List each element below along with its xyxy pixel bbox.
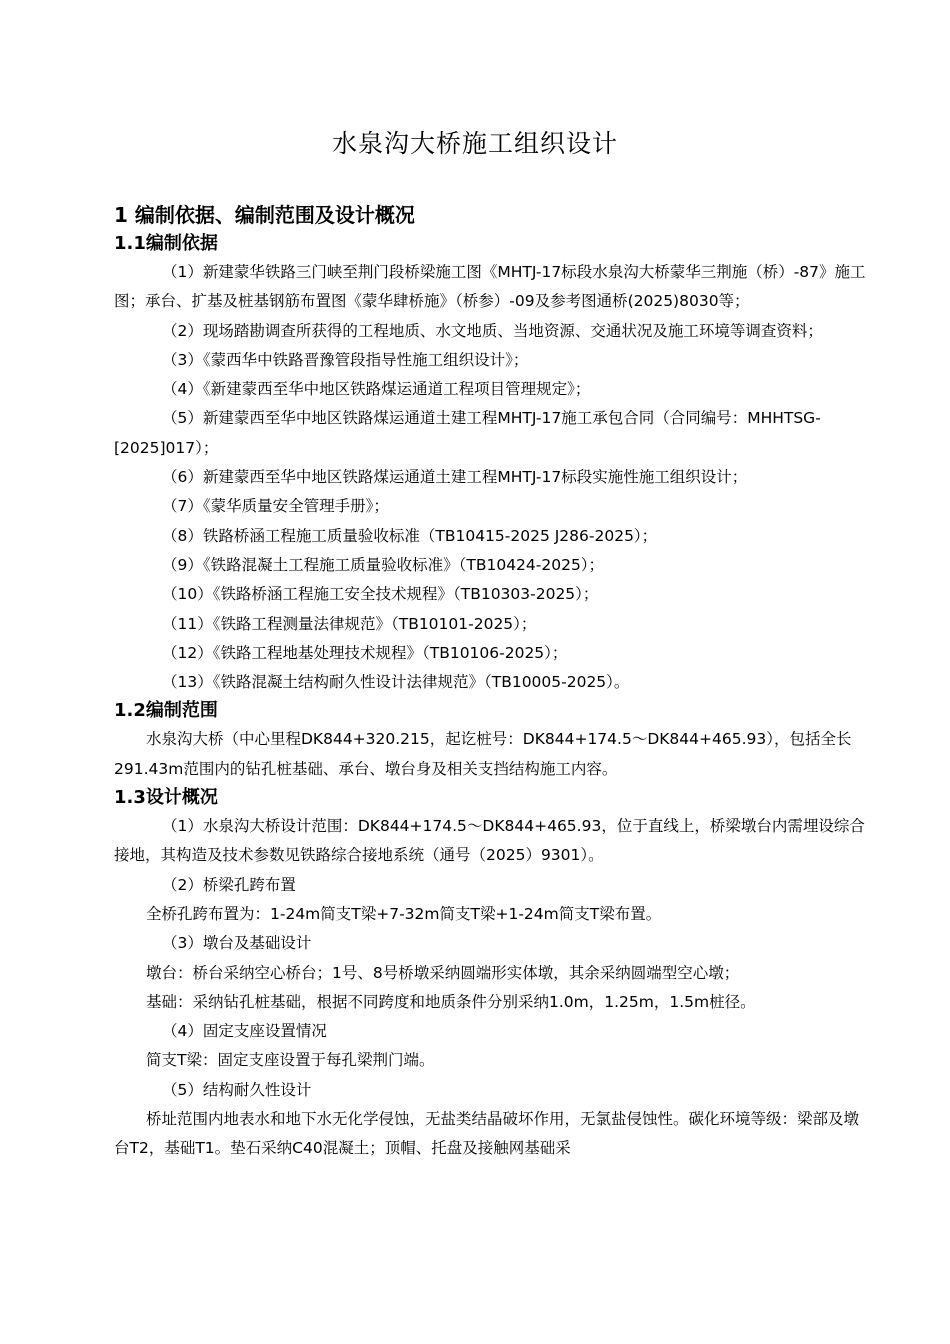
scope-paragraph: 水泉沟大桥（中心里程DK844+320.215，起讫桩号：DK844+174.5～DK844+465.93），包括全长291.43m范围内的钻孔桩基础、承台、墩台身及相关支挡结构施工内容。 — [114, 730, 852, 778]
basis-item: （7）《蒙华质量安全管理手册》； — [162, 497, 389, 516]
basis-item: （6）新建蒙西至华中地区铁路煤运通道土建工程MHTJ-17标段实施性施工组织设计； — [162, 468, 748, 487]
basis-item: （5）新建蒙西至华中地区铁路煤运通道土建工程MHTJ-17施工承包合同（合同编号：MHHTSG-[2025]017）； — [114, 409, 821, 457]
document-title: 水泉沟大桥施工组织设计 — [331, 129, 618, 158]
overview-paragraph: （4）固定支座设置情况 — [162, 1022, 327, 1041]
overview-paragraph: （5）结构耐久性设计 — [162, 1080, 312, 1099]
overview-paragraph: 全桥孔跨布置为：1-24m简支T梁+7-32m简支T梁+1-24m简支T梁布置。 — [146, 904, 662, 923]
basis-item: （1）新建蒙华铁路三门峡至荆门段桥梁施工图《MHTJ-17标段水泉沟大桥蒙华三荆施（桥）-87》施工图；承台、扩基及桩基钢筋布置图《蒙华肆桥施》（桥参）-09及参考图通桥(2025)8030等； — [114, 263, 866, 311]
overview-paragraph: 简支T梁：固定支座设置于每孔梁荆门端。 — [146, 1051, 435, 1070]
document-body — [114, 200, 866, 1164]
overview-paragraph: （3）墩台及基础设计 — [162, 934, 312, 953]
basis-item: （3）《蒙西华中铁路晋豫管段指导性施工组织设计》； — [162, 350, 529, 369]
basis-item: （13）《铁路混凝土结构耐久性设计法律规范》（TB10005-2025）。 — [162, 673, 630, 692]
subsection-heading: 1.1编制依据 — [114, 233, 218, 254]
overview-paragraph: 基础：采纳钻孔桩基础，根据不同跨度和地质条件分别采纳1.0m，1.25m，1.5m桩径。 — [146, 992, 756, 1011]
subsection-heading: 1.3设计概况 — [114, 787, 218, 809]
overview-paragraph: 桥址范围内地表水和地下水无化学侵蚀，无盐类结晶破坏作用，无氯盐侵蚀性。碳化环境等级：梁部及墩台T2，基础T1。垫石采纳C40混凝土；顶帽、托盘及接触网基础采 — [114, 1110, 860, 1158]
basis-item: （8）铁路桥涵工程施工质量验收标准（TB10415-2025 J286-2025）； — [162, 526, 658, 545]
basis-item: （9）《铁路混凝土工程施工质量验收标准》（TB10424-2025）； — [162, 555, 605, 574]
section-heading: 1 编制依据、编制范围及设计概况 — [114, 203, 415, 227]
basis-item: （2）现场踏勘调查所获得的工程地质、水文地质、当地资源、交通状况及施工环境等调查资料； — [162, 321, 823, 340]
overview-paragraph: （2）桥梁孔跨布置 — [162, 875, 296, 894]
basis-item: （10）《铁路桥涵工程施工安全技术规程》（TB10303-2025）； — [162, 585, 599, 604]
basis-item: （12）《铁路工程地基处理技术规程》（TB10106-2025）； — [162, 643, 568, 662]
overview-paragraph: 墩台：桥台采纳空心桥台；1号、8号桥墩采纳圆端形实体墩，其余采纳圆端型空心墩； — [146, 963, 740, 982]
basis-item: （11）《铁路工程测量法律规范》（TB10101-2025）； — [162, 614, 537, 633]
overview-paragraph: （1）水泉沟大桥设计范围：DK844+174.5～DK844+465.93，位于直线上，桥梁墩台内需埋设综合接地，其构造及技术参数见铁路综合接地系统（通号（2025）9301）。 — [114, 817, 865, 865]
basis-item: （4）《新建蒙西至华中地区铁路煤运通道工程项目管理规定》； — [162, 380, 591, 399]
subsection-heading: 1.2编制范围 — [114, 700, 218, 722]
